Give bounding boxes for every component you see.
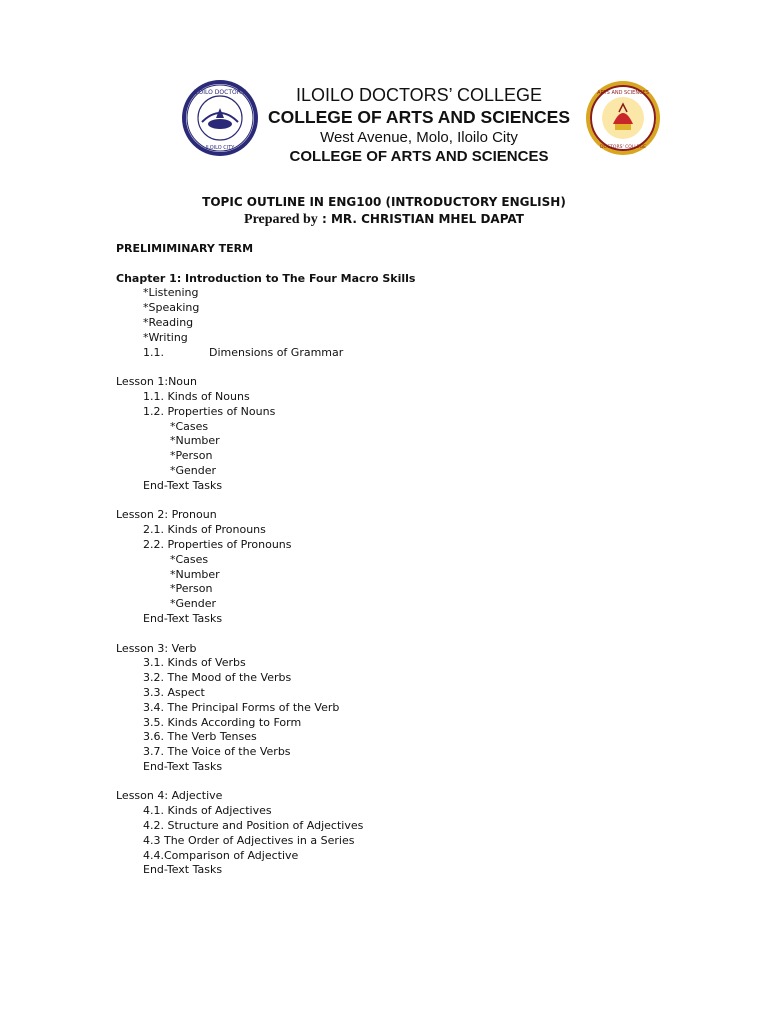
list-item: 3.4. The Principal Forms of the Verb [143,700,340,714]
prepared-by-name: : MR. CHRISTIAN MHEL DAPAT [321,212,524,226]
list-item: 4.2. Structure and Position of Adjectives [143,819,364,833]
document-title: TOPIC OUTLINE IN ENG100 (INTRODUCTORY ENGLISH) [202,195,566,209]
address: West Avenue, Molo, Iloilo City [320,129,518,146]
list-item: *Listening [143,286,199,300]
lesson-title: Lesson 4: Adjective [116,789,223,803]
svg-text:DOCTORS' COLLEGE: DOCTORS' COLLEGE [600,145,646,150]
list-item: *Cases [170,419,209,433]
lesson-title: Lesson 3: Verb [116,641,197,655]
svg-text:ILOILO CITY: ILOILO CITY [205,145,235,151]
list-item: 3.2. The Mood of the Verbs [143,671,292,685]
topic-outline [116,242,716,878]
list-item: 3.5. Kinds According to Form [143,715,302,729]
item-number: 1.1. [143,345,164,359]
list-item: *Person [170,449,213,463]
list-item: End-Text Tasks [143,478,223,492]
lesson-title: Lesson 2: Pronoun [116,508,217,522]
list-item: *Gender [170,597,217,611]
list-item: End-Text Tasks [143,863,223,877]
list-item: *Gender [170,463,217,477]
term-heading: PRELIMIMINARY TERM [116,242,254,255]
list-item: *Reading [143,315,194,329]
list-item: 4.3 The Order of Adjectives in a Series [143,833,355,847]
list-item: 4.4.Comparison of Adjective [143,848,299,862]
list-item: *Person [170,582,213,596]
lesson-title: Lesson 1:Noun [116,375,197,389]
letterhead [240,84,598,166]
list-item: 1.1. Kinds of Nouns [143,389,250,403]
list-item: *Writing [143,330,188,344]
school-name: ILOILO DOCTORS’ COLLEGE [295,85,543,105]
chapter-title: Chapter 1: Introduction to The Four Macro Skills [116,271,416,285]
list-item: 3.1. Kinds of Verbs [143,656,246,670]
list-item: 2.2. Properties of Pronouns [143,537,292,551]
list-item: *Number [170,434,220,448]
list-item: *Cases [170,552,209,566]
item-text: Dimensions of Grammar [209,345,344,359]
college-name-repeat: COLLEGE OF ARTS AND SCIENCES [289,148,549,165]
list-item: 4.1. Kinds of Adjectives [143,804,272,818]
list-item: End-Text Tasks [143,759,223,773]
prepared-by-line [0,211,768,228]
college-name: COLLEGE OF ARTS AND SCIENCES [267,107,571,127]
svg-text:ILOILO DOCTORS': ILOILO DOCTORS' [193,89,247,96]
list-item: 3.6. The Verb Tenses [143,730,257,744]
svg-text:ARTS AND SCIENCES: ARTS AND SCIENCES [597,90,649,96]
prepared-by-label: Prepared by [244,212,318,227]
list-item [116,346,716,361]
list-item: *Number [170,567,220,581]
list-item: 3.7. The Voice of the Verbs [143,745,291,759]
list-item: 1.2. Properties of Nouns [143,404,276,418]
list-item: End-Text Tasks [143,611,223,625]
list-item: 2.1. Kinds of Pronouns [143,523,266,537]
list-item: *Speaking [143,301,200,315]
list-item: 3.3. Aspect [143,685,205,699]
